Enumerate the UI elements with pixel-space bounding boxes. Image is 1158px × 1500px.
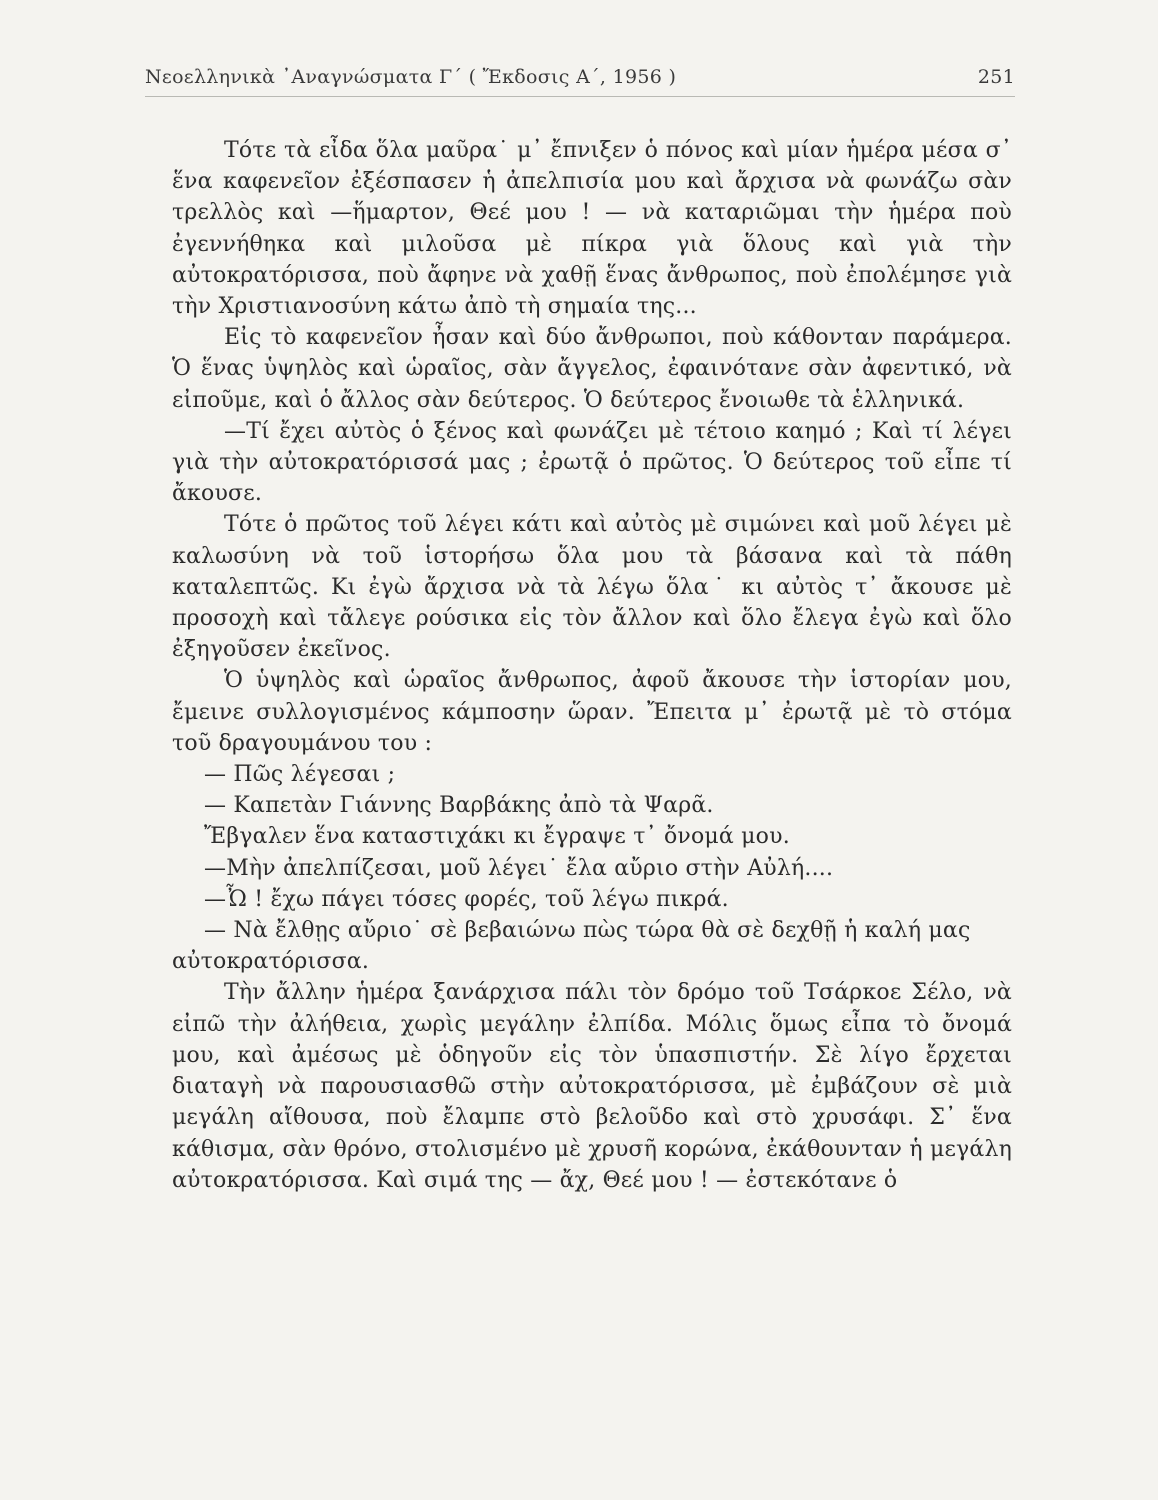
paragraph: Ὁ ὑψηλὸς καὶ ὡραῖος ἄνθρωπος, ἀφοῦ ἄκουσε τὴν ἱστορίαν μου, ἔμεινε συλλογισμένος κάμποσην ὥραν. Ἔπειτα μ᾿ ἐρωτᾷ μὲ τὸ στόμα τοῦ δραγουμάνου του : [172, 668, 1012, 756]
dialogue-line: — Νὰ ἔλθῃς αὔριο˙ σὲ βεβαιώνω πὼς τώρα θὰ σὲ δεχθῇ ἡ καλή μας αὐτοκρατόρισσα. [172, 918, 971, 975]
dialogue-line: — Πῶς λέγεσαι ; [204, 762, 396, 788]
dialogue-line: —Μὴν ἀπελπίζεσαι, μοῦ λέγει˙ ἔλα αὔριο στὴν Αὐλή.... [204, 855, 834, 881]
page-body [172, 135, 1012, 1196]
header-divider [145, 96, 1015, 97]
paragraph: Τότε ὁ πρῶτος τοῦ λέγει κάτι καὶ αὐτὸς μὲ σιμώνει καὶ μοῦ λέγει μὲ καλωσύνη νὰ τοῦ ἱστορήσω ὅλα μου τὰ βάσανα καὶ τὰ πάθη καταλεπτῶς. Κι ἐγὼ ἄρχισα νὰ τὰ λέγω ὅλα˙ κι αὐτὸς τ᾿ ἄκουσε μὲ προσοχὴ καὶ τἄλεγε ρούσικα εἰς τὸν ἄλλον καὶ ὅλο ἔλεγα ἐγὼ καὶ ὅλο ἐξηγοῦσεν ἐκεῖνος. [172, 512, 1012, 663]
paragraph: Εἰς τὸ καφενεῖον ἦσαν καὶ δύο ἄνθρωποι, ποὺ κάθονταν παράμερα. Ὁ ἕνας ὑψηλὸς καὶ ὡραῖος, σὰν ἄγγελος, ἐφαινότανε σὰν ἀφεντικό, νὰ εἰποῦμε, καὶ ὁ ἄλλος σὰν δεύτερος. Ὁ δεύτερος ἔνοιωθε τὰ ἑλληνικά. [172, 325, 1012, 413]
page-number: 251 [977, 66, 1015, 88]
paragraph: Τὴν ἄλλην ἡμέρα ξανάρχισα πάλι τὸν δρόμο τοῦ Τσάρκοε Σέλο, νὰ εἰπῶ τὴν ἀλήθεια, χωρὶς μεγάλην ἐλπίδα. Μόλις ὅμως εἶπα τὸ ὄνομά μου, καὶ ἀμέσως μὲ ὁδηγοῦν εἰς τὸν ὑπασπιστήν. Σὲ λίγο ἔρχεται διαταγὴ νὰ παρουσιασθῶ στὴν αὐτοκρατόρισσα, μὲ ἐμβάζουν σὲ μιὰ μεγάλη αἴθουσα, ποὺ ἔλαμπε στὸ βελοῦδο καὶ στὸ χρυσάφι. Σ᾿ ἕνα κάθισμα, σὰν θρόνο, στολισμένο μὲ χρυσῆ κορώνα, ἐκάθουνταν ἡ μεγάλη αὐτοκρατόρισσα. Καὶ σιμά της — ἄχ, Θεέ μου ! — ἐστεκότανε ὁ [172, 980, 1012, 1193]
running-header-title: Νεοελληνικὰ ᾿Αναγνώσματα Γ΄ ( Ἔκδοσις Α΄, 1956 ) [145, 66, 677, 88]
paragraph: Τότε τὰ εἶδα ὅλα μαῦρα˙ μ᾿ ἔπνιξεν ὁ πόνος καὶ μίαν ἡμέρα μέσα σ᾿ ἕνα καφενεῖον ἐξέσπασεν ἡ ἀπελπισία μου καὶ ἄρχισα νὰ φωνάζω σὰν τρελλὸς καὶ —ἥμαρτον, Θεέ μου ! — νὰ καταριῶμαι τὴν ἡμέρα ποὺ ἐγεννήθηκα καὶ μιλοῦσα μὲ πίκρα γιὰ ὅλους καὶ γιὰ τὴν αὐτοκρατόρισσα, ποὺ ἄφηνε νὰ χαθῇ ἕνας ἄνθρωπος, ποὺ ἐπολέμησε γιὰ τὴν Χριστιανοσύνη κάτω ἀπὸ τὴ σημαία της... [172, 138, 1012, 320]
running-header [145, 66, 1015, 94]
dialogue-line: —Ὦ ! ἔχω πάγει τόσες φορές, τοῦ λέγω πικρά. [204, 886, 729, 912]
dialogue-paragraph: —Τί ἔχει αὐτὸς ὁ ξένος καὶ φωνάζει μὲ τέτοιο καημό ; Καὶ τί λέγει γιὰ τὴν αὐτοκρατόρισσά μας ; ἐρωτᾷ ὁ πρῶτος. Ὁ δεύτερος τοῦ εἶπε τί ἄκουσε. [172, 418, 1012, 507]
narration-line: Ἔβγαλεν ἕνα καταστιχάκι κι ἔγραψε τ᾿ ὄνομά μου. [204, 824, 790, 850]
dialogue-line: — Καπετὰν Γιάννης Βαρβάκης ἀπὸ τὰ Ψαρᾶ. [204, 793, 714, 819]
